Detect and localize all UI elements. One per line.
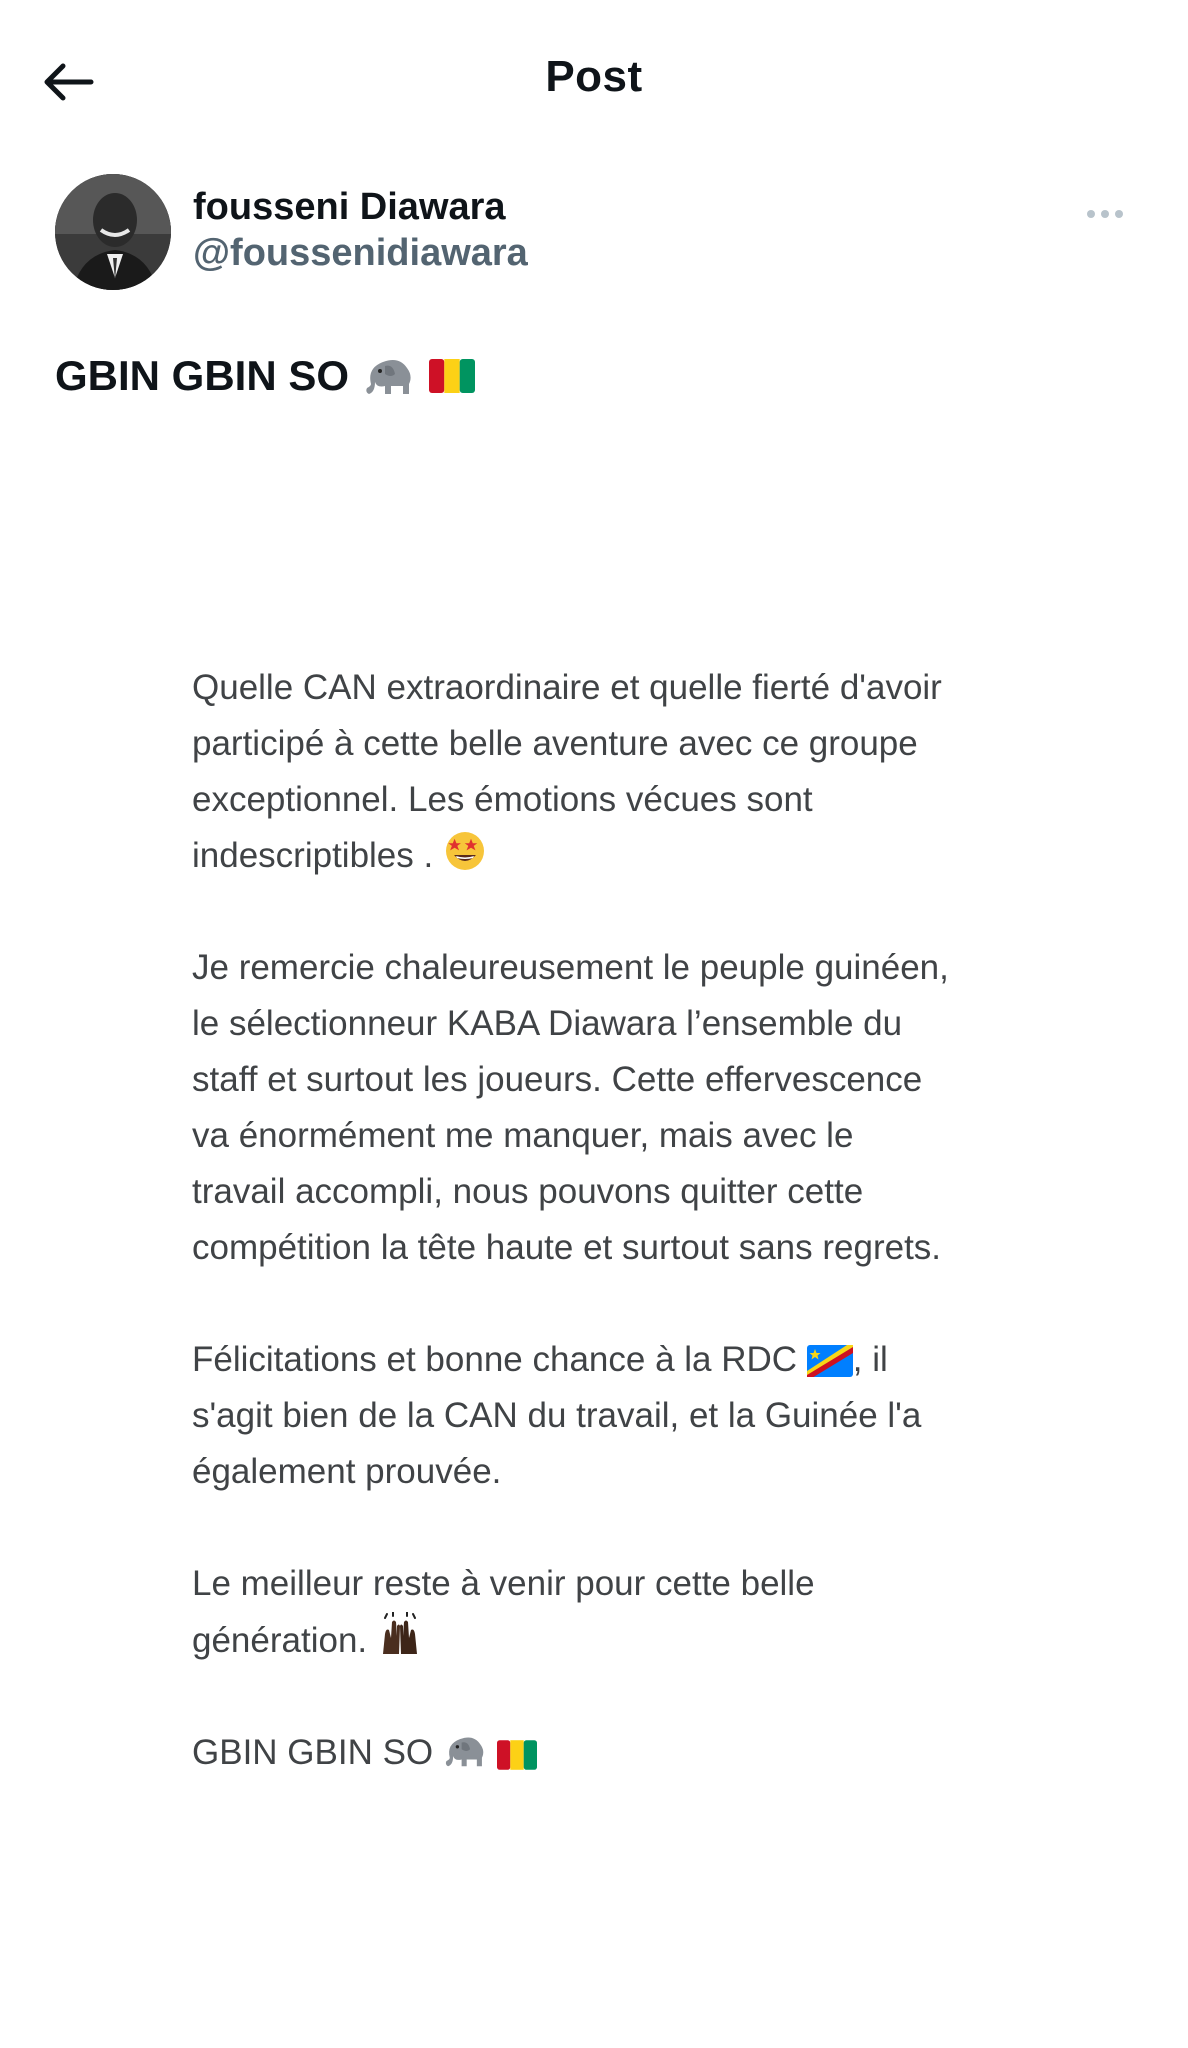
letter-paragraph-4 [192,1556,1012,1669]
letter-line: également prouvée. [192,1452,502,1491]
letter-line: staff et surtout les joueurs. Cette effervescence [192,1060,923,1099]
top-bar [0,0,1188,160]
letter-line: Quelle CAN extraordinaire et quelle fierté d'avoir [192,668,942,707]
avatar[interactable] [55,174,171,290]
author-name[interactable]: fousseni Diawara [193,186,506,228]
author-row [55,174,1135,294]
letter-line: s'agit bien de la CAN du travail, et la Guinée l'a [192,1396,922,1435]
elephant-icon [363,354,415,398]
letter-line: le sélectionneur KABA Diawara l’ensemble du [192,1004,903,1043]
star-struck-emoji-icon [443,829,487,873]
letter-paragraph-3 [192,1332,1012,1500]
letter-line-text: génération. [192,1621,368,1660]
letter-line: compétition la tête haute et surtout sans regrets. [192,1228,942,1267]
page-title: Post [545,52,643,101]
letter-line-with-emoji [192,1332,1012,1388]
letter-line: va énormément me manquer, mais avec le [192,1116,854,1155]
letter-line-with-emoji [192,828,1012,884]
letter-line: participé à cette belle aventure avec ce groupe [192,724,918,763]
letter-line-with-emoji [192,1725,1012,1781]
raised-hands-emoji-icon [377,1612,423,1658]
more-horizontal-icon [1087,210,1095,218]
post-image-letter[interactable] [192,660,1012,1837]
letter-paragraph-2 [192,940,1012,1276]
letter-line: travail accompli, nous pouvons quitter cette [192,1172,864,1211]
letter-line-text: GBIN GBIN SO [192,1733,434,1772]
guinea-flag-icon [429,359,475,393]
drc-flag-icon [807,1345,853,1377]
elephant-icon [443,1732,487,1770]
letter-line: Je remercie chaleureusement le peuple guinéen, [192,948,949,987]
post-text [55,352,475,400]
letter-paragraph-1 [192,660,1012,884]
letter-line-text: indescriptibles . [192,836,434,875]
letter-line-text: , il [852,1340,888,1379]
post-text-content: GBIN GBIN SO [55,352,350,399]
author-handle[interactable]: @foussenidiawara [193,232,528,274]
letter-paragraph-5 [192,1725,1012,1781]
avatar-photo [55,174,171,290]
guinea-flag-icon [497,1740,537,1770]
letter-line: Le meilleur reste à venir pour cette belle [192,1564,815,1603]
more-options-button[interactable] [1075,194,1135,234]
letter-line-with-emoji [192,1612,1012,1669]
letter-line: exceptionnel. Les émotions vécues sont [192,780,813,819]
letter-line-text: Félicitations et bonne chance à la RDC [192,1340,798,1379]
